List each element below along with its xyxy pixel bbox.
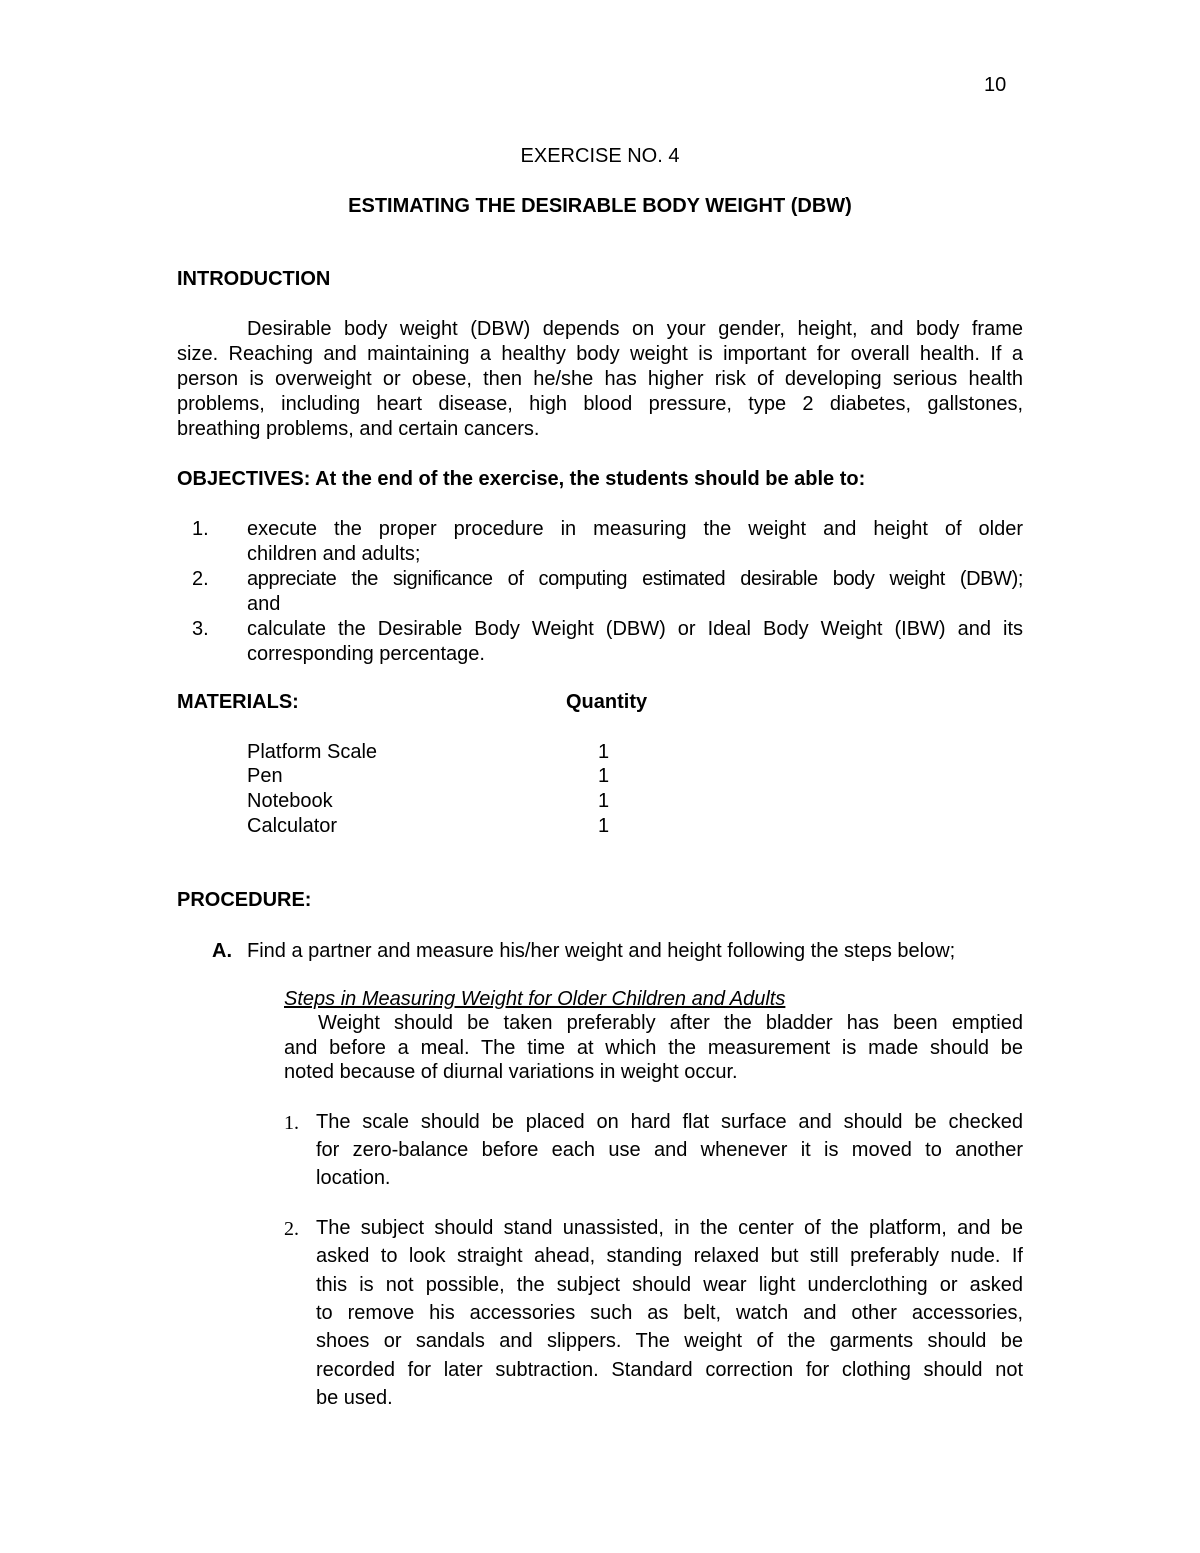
intro-line-1: Desirable body weight (DBW) depends on your gender, height, and body frame [247, 318, 1023, 340]
document-title: ESTIMATING THE DESIRABLE BODY WEIGHT (DBW) [348, 195, 852, 217]
weight-step-2-line-3: this is not possible, the subject should wear light underclothing or asked [316, 1274, 1023, 1296]
material-name-1: Platform Scale [247, 741, 378, 763]
weight-step-2-line-4: to remove his accessories such as belt, watch and other accessories, [316, 1302, 1023, 1324]
weight-step-2-line-5: shoes or sandals and slippers. The weight of the garments should be [316, 1330, 1023, 1352]
objective-number-1: 1. [192, 518, 209, 540]
intro-line-5: breathing problems, and certain cancers. [177, 418, 540, 440]
weight-step-2-line-2: asked to look straight ahead, standing relaxed but still preferably nude. If [316, 1245, 1023, 1267]
introduction-heading: INTRODUCTION [177, 268, 331, 290]
weight-intro-line-3: noted because of diurnal variations in weight occur. [284, 1061, 738, 1083]
quantity-heading: Quantity [566, 691, 648, 713]
weight-steps-subheading: Steps in Measuring Weight for Older Children and Adults [284, 988, 786, 1010]
intro-line-3: person is overweight or obese, then he/she has higher risk of developing serious health [177, 368, 1023, 390]
weight-step-1-line-2: for zero-balance before each use and whenever it is moved to another [316, 1139, 1023, 1161]
objective-1-line-1: execute the proper procedure in measuring the weight and height of older [247, 518, 1023, 540]
page-number: 10 [984, 74, 1007, 96]
weight-intro-line-2: and before a meal. The time at which the measurement is made should be [284, 1037, 1023, 1059]
objective-number-2: 2. [192, 568, 209, 590]
step-a-text: Find a partner and measure his/her weight and height following the steps below; [247, 940, 956, 962]
material-name-3: Notebook [247, 790, 333, 812]
step-a-label: A. [212, 940, 232, 962]
objective-2-line-2: and [247, 593, 281, 615]
exercise-number: EXERCISE NO. 4 [520, 145, 680, 167]
intro-line-2: size. Reaching and maintaining a healthy body weight is important for overall health. If a [177, 343, 1023, 365]
objective-2-line-1: appreciate the significance of computing estimated desirable body weight (DBW); [247, 568, 1023, 590]
material-qty-4: 1 [598, 815, 610, 837]
weight-step-2-line-1: The subject should stand unassisted, in the center of the platform, and be [316, 1217, 1023, 1239]
objective-3-line-1: calculate the Desirable Body Weight (DBW) or Ideal Body Weight (IBW) and its [247, 618, 1023, 640]
weight-step-2-line-6: recorded for later subtraction. Standard correction for clothing should not [316, 1359, 1023, 1381]
materials-heading: MATERIALS: [177, 691, 299, 713]
weight-intro-line-1: Weight should be taken preferably after the bladder has been emptied [318, 1012, 1023, 1034]
weight-step-number-1: 1. [284, 1112, 299, 1134]
material-name-2: Pen [247, 765, 283, 787]
weight-step-1-line-1: The scale should be placed on hard flat surface and should be checked [316, 1111, 1023, 1133]
objective-number-3: 3. [192, 618, 209, 640]
objectives-heading: OBJECTIVES: At the end of the exercise, the students should be able to: [177, 468, 866, 490]
intro-line-4: problems, including heart disease, high blood pressure, type 2 diabetes, gallstones, [177, 393, 1023, 415]
procedure-heading: PROCEDURE: [177, 889, 312, 911]
weight-step-number-2: 2. [284, 1218, 299, 1240]
material-qty-3: 1 [598, 790, 610, 812]
material-qty-1: 1 [598, 741, 610, 763]
objective-1-line-2: children and adults; [247, 543, 421, 565]
material-name-4: Calculator [247, 815, 338, 837]
material-qty-2: 1 [598, 765, 610, 787]
weight-step-2-line-7: be used. [316, 1387, 393, 1409]
weight-step-1-line-3: location. [316, 1167, 391, 1189]
objective-3-line-2: corresponding percentage. [247, 643, 485, 665]
